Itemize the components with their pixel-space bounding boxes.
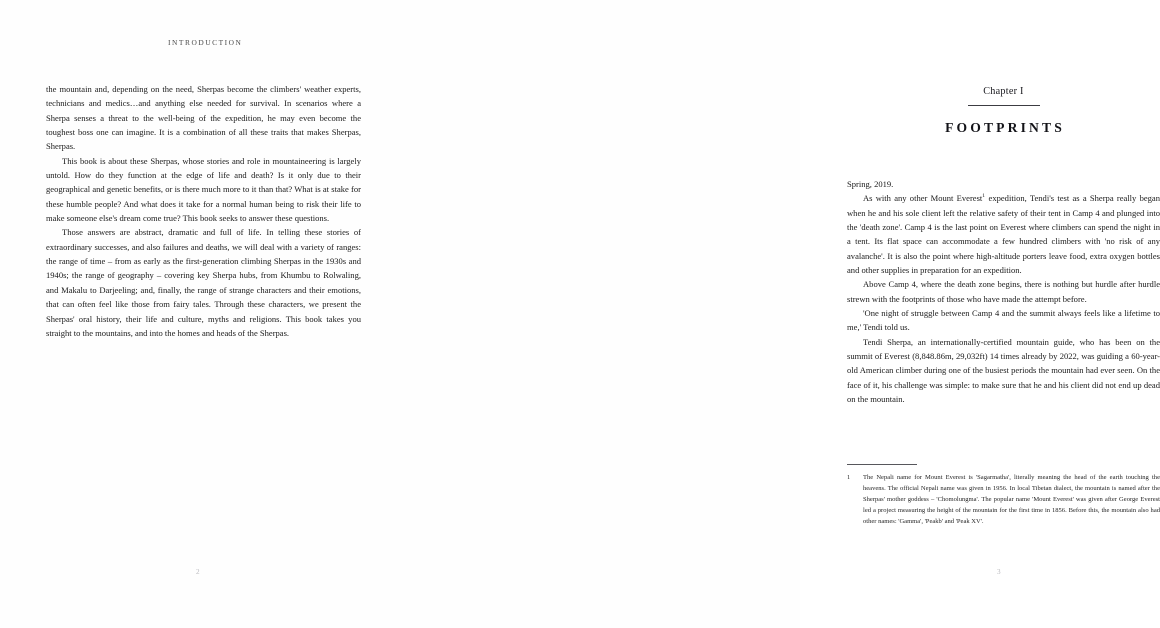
paragraph: Those answers are abstract, dramatic and full of life. In telling these stories of extraordinary successes, and also failures and deaths, we will deal with a variety of ranges: the range of time – from as early as the first-generation climbing Sherpas in the 1930s and 1940s; the range of geography – covering key Sherpa hubs, from Khumbu to Rolwaling, and Makalu to Darjeeling; and, finally, the range of strange characters and their emotions, that can often feel like those from fairy tales. Through these characters, we present the Sherpas' oral history, their life and culture, myths and religions. This book takes you straight to the mountains, and into the homes and heads of the Sherpas. <box>46 227 361 338</box>
footnote-separator-rule <box>847 464 917 465</box>
chapter-number: Chapter I <box>983 86 1024 97</box>
paragraph-quote: 'One night of struggle between Camp 4 and the summit always feels like a lifetime to me,' Tendi told us. <box>847 308 1160 333</box>
chapter-divider-rule <box>968 105 1040 106</box>
chapter-opener <box>847 86 1160 136</box>
paragraph: This book is about these Sherpas, whose stories and role in mountaineering is largely untold. How do they function at the edge of life and death? Is it only due to their geographical and genetic benefits, or is there much more to it than that? What is at stake for these humble people? And what does it take for a normal human being to risk their life to make someone else's dream come true? This book seeks to answer these questions. <box>46 155 361 224</box>
left-page-body <box>46 82 361 340</box>
running-head-introduction: INTRODUCTION <box>168 38 243 47</box>
right-page-body <box>847 177 1160 407</box>
chapter-title: FOOTPRINTS <box>945 120 1065 135</box>
folio-page-number-left: 2 <box>196 568 200 576</box>
paragraph-text: As with any other Mount Everest$^1$ expedition, Tendi's test as a Sherpa really began when he and his sole client left the relative safety of their tent in Camp 4 and plunged into the 'death zone'. Camp 4 is the last point on Everest where climbers can spend the night in a tent. Its flat space can accommodate a few hundred climbers with 'no risk of any avalanche'. It is also the point where high-altitude porters leave food, extra oxygen bottles and other supplies in preparation for an expedition. <box>847 193 1160 276</box>
footnote-text: The Nepali name for Mount Everest is 'Sagarmatha', literally meaning the head of the earth touching the heavens. The official Nepali name was given in 1956. In local Tibetan dialect, the mountain is named after the Sherpas' mother goddess – 'Chomolungma'. The popular name 'Mount Everest' was given after George Everest led a project measuring the height of the mountain for the first time in 1856. Before this, the mountain also had other names: 'Gamma', 'Peakb' and 'Peak XV'. <box>863 474 1160 526</box>
paragraph: the mountain and, depending on the need, Sherpas become the climbers' weather experts, technicians and medics…and anything else needed for survival. In scenarios where a Sherpa senses a threat to the well-being of the expedition, he may even become the toughest boss one can imagine. It is a combination of all these traits that makes Sherpas, Sherpas. <box>46 84 361 152</box>
right-page <box>400 0 1160 628</box>
footnote-block <box>847 464 1160 527</box>
paragraph-with-footnote <box>847 191 1160 277</box>
paragraph: Above Camp 4, where the death zone begins, there is nothing but hurdle after hurdle strewn with the footprints of those who have made the attempt before. <box>847 279 1160 304</box>
footnote-reference: 1 <box>982 193 986 200</box>
footnote-marker: 1 <box>847 474 851 481</box>
paragraph-dateline: Spring, 2019. <box>847 179 894 189</box>
left-page <box>0 0 400 628</box>
paragraph: Tendi Sherpa, an internationally-certified mountain guide, who has been on the summit of Everest (8,848.86m, 29,032ft) 14 times already by 2022, was guiding a 60-year-old American climber during one of the busiest periods the mountain had ever seen. On the face of it, his challenge was simple: to make sure that he and his client did not end up dead on the mountain. <box>847 336 1160 405</box>
footnote-body <box>847 472 1160 527</box>
folio-page-number-right: 3 <box>997 568 1001 576</box>
